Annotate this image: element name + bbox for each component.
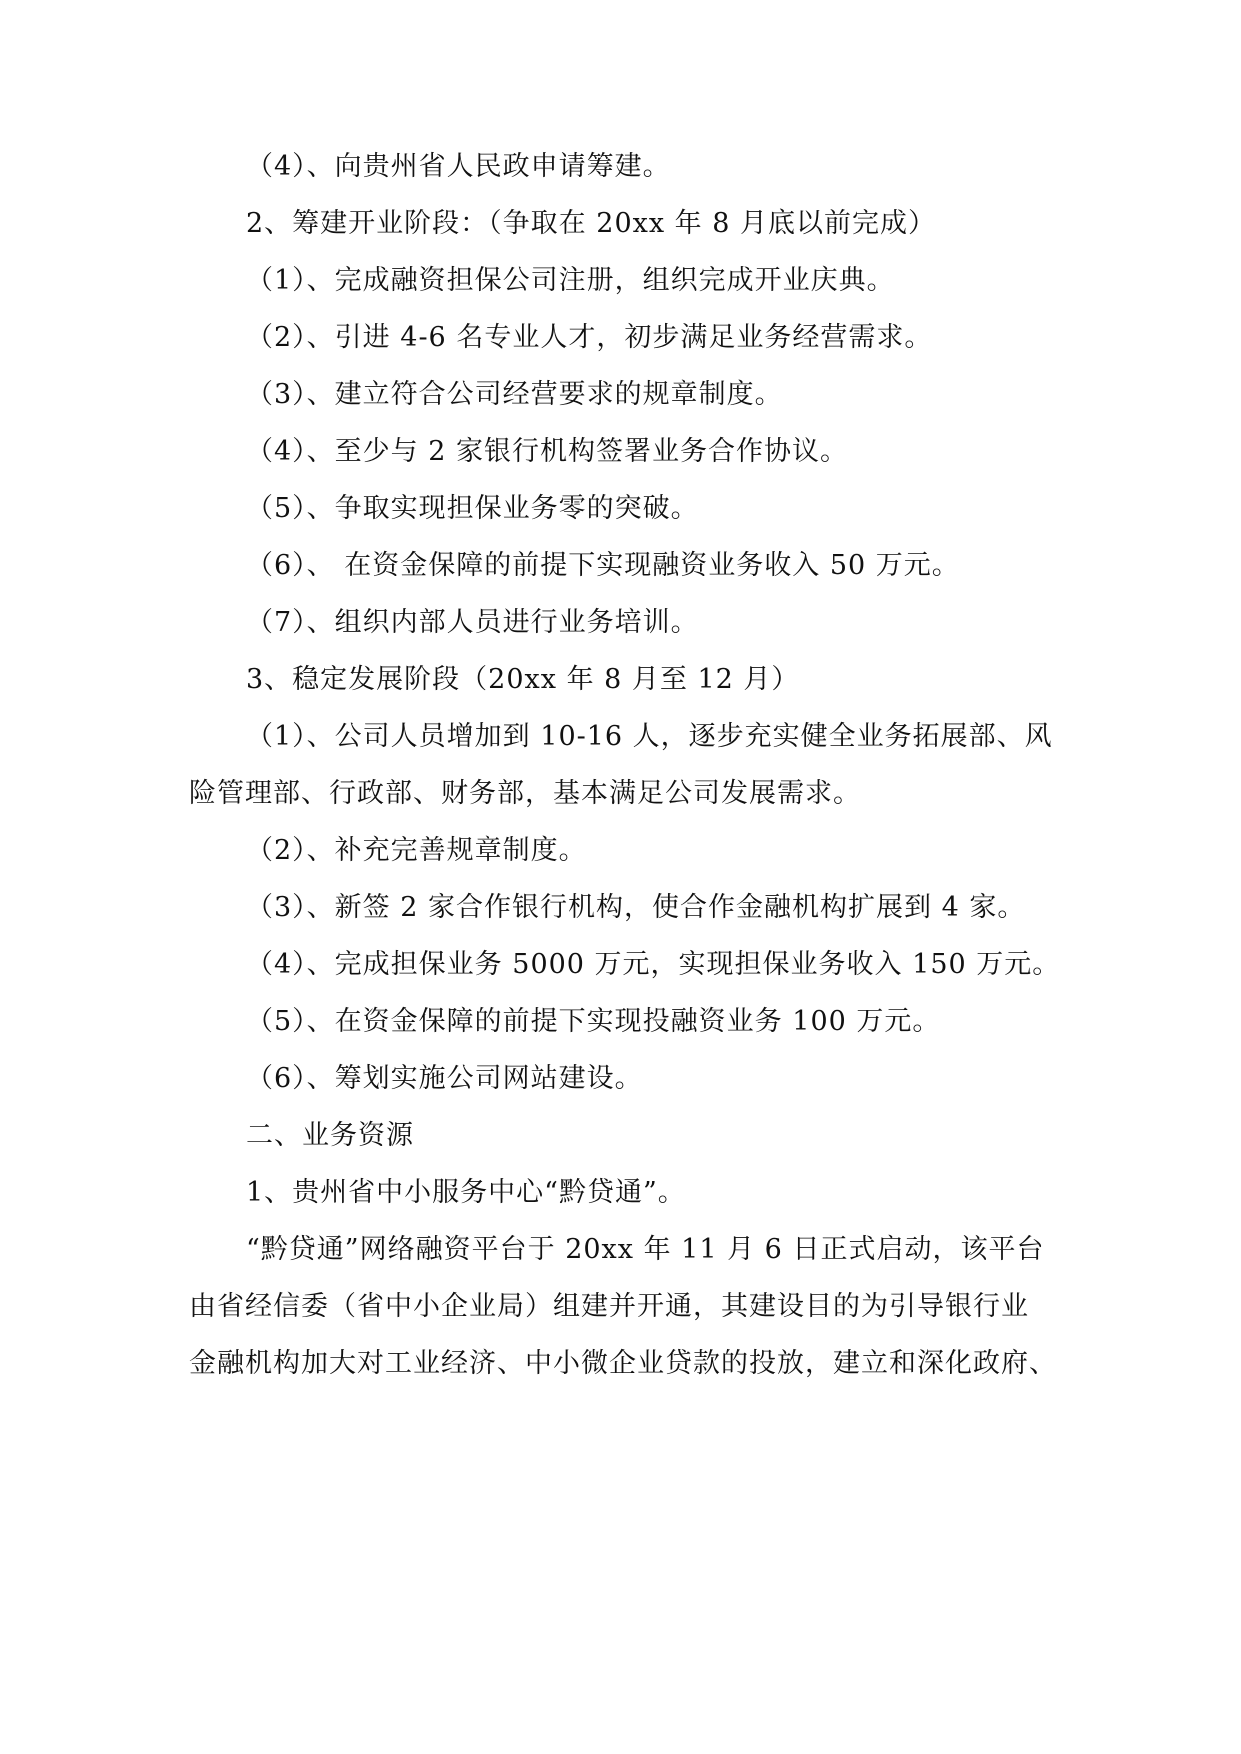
paragraph-line: （5）、争取实现担保业务零的突破。 — [246, 493, 699, 524]
paragraph-line: （2）、补充完善规章制度。 — [246, 835, 587, 866]
chapter-heading: 二、业务资源 — [246, 1120, 414, 1151]
paragraph-line: （5）、在资金保障的前提下实现投融资业务 100 万元。 — [246, 1006, 941, 1037]
paragraph-line: 由省经信委（省中小企业局）组建并开通，其建设目的为引导银行业 — [189, 1291, 1029, 1322]
paragraph-line: （1）、公司人员增加到 10-16 人，逐步充实健全业务拓展部、风 — [246, 721, 1053, 752]
paragraph-line: “黔贷通”网络融资平台于 20xx 年 11 月 6 日正式启动，该平台 — [246, 1234, 1045, 1265]
section-heading: 2、筹建开业阶段：（争取在 20xx 年 8 月底以前完成） — [246, 208, 936, 239]
paragraph-line: （2）、引进 4-6 名专业人才，初步满足业务经营需求。 — [246, 322, 933, 353]
paragraph-line: （4）、至少与 2 家银行机构签署业务合作协议。 — [246, 436, 849, 467]
paragraph-line: （6）、 在资金保障的前提下实现融资业务收入 50 万元。 — [246, 550, 960, 581]
paragraph-line: （3）、新签 2 家合作银行机构，使合作金融机构扩展到 4 家。 — [246, 892, 1026, 923]
paragraph-line: 金融机构加大对工业经济、中小微企业贷款的投放，建立和深化政府、 — [189, 1348, 1057, 1379]
paragraph-line: （4）、向贵州省人民政申请筹建。 — [246, 151, 671, 182]
paragraph-line: （1）、完成融资担保公司注册，组织完成开业庆典。 — [246, 265, 895, 296]
section-heading: 1、贵州省中小服务中心“黔贷通”。 — [246, 1177, 686, 1208]
paragraph-line: （6）、筹划实施公司网站建设。 — [246, 1063, 643, 1094]
section-heading: 3、稳定发展阶段（20xx 年 8 月至 12 月） — [246, 664, 800, 695]
paragraph-line: （3）、建立符合公司经营要求的规章制度。 — [246, 379, 783, 410]
paragraph-line: （7）、组织内部人员进行业务培训。 — [246, 607, 699, 638]
paragraph-line: （4）、完成担保业务 5000 万元，实现担保业务收入 150 万元。 — [246, 949, 1061, 980]
paragraph-line: 险管理部、行政部、财务部，基本满足公司发展需求。 — [189, 778, 861, 809]
